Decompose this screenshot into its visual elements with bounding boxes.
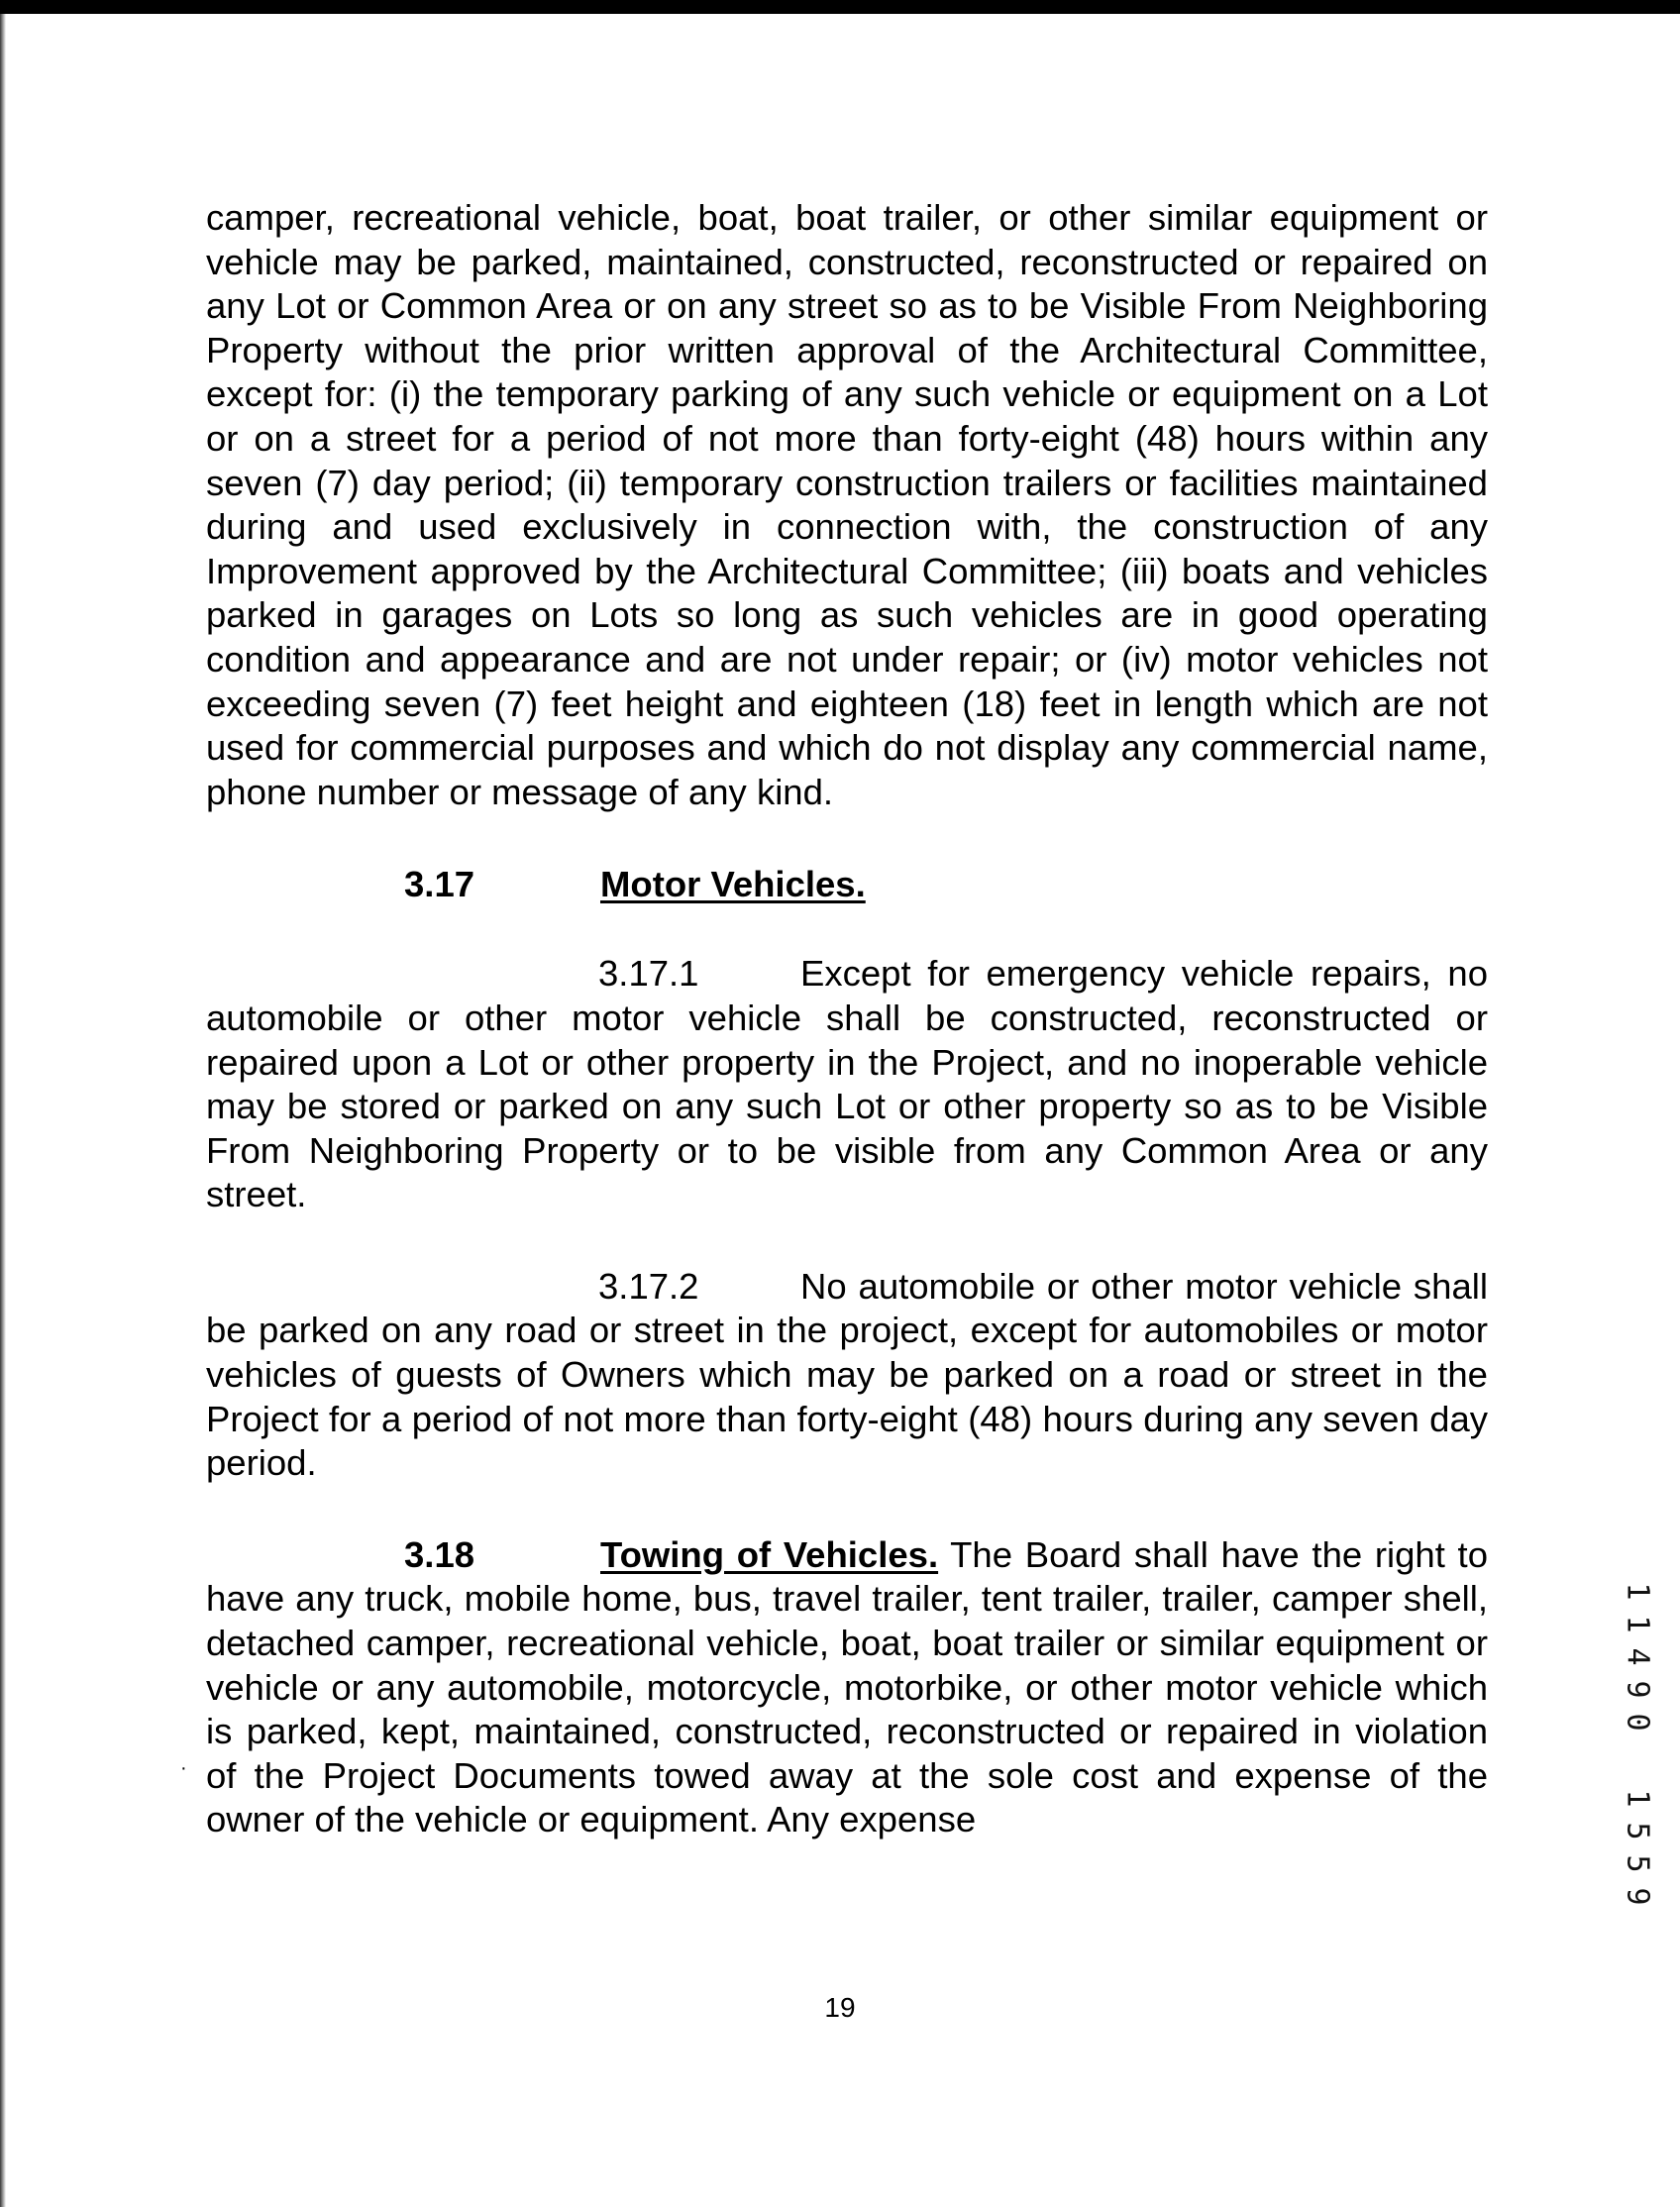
subsection-3-17-2: [206, 1265, 1488, 1486]
section-title: Towing of Vehicles.: [600, 1533, 939, 1575]
stamp-digit: 9: [1620, 1887, 1655, 1906]
opening-paragraph: camper, recreational vehicle, boat, boat trailer, or other similar equipment or vehicle may be parked, maintained, constructed, reconstructed or repaired on any Lot or Common Area or on any street so as to be Visible From Neighboring Property without the prior written approval of the Architectural Committee, except for: (i) the temporary parking of any such vehicle or equipment on a Lot or on a street for a period of not more than forty-eight (48) hours within any seven (7) day period; (ii) temporary construction trailers or facilities maintained during and used exclusively in connection with, the construction of any Improvement approved by the Architectural Committee; (iii) boats and vehicles parked in garages on Lots so long as such vehicles are in good operating condition and appearance and are not under repair; or (iv) motor vehicles not exceeding seven (7) feet height and eighteen (18) feet in length which are not used for commercial purposes and which do not display any commercial name, phone number or message of any kind.: [206, 197, 1488, 812]
stamp-digit: 1: [1620, 1789, 1655, 1808]
section-number: 3.18: [404, 1533, 475, 1575]
scan-top-border: [0, 0, 1680, 14]
stamp-digit: 0: [1620, 1713, 1655, 1732]
scan-left-edge: [0, 14, 6, 2207]
subsection-3-17-1: [206, 952, 1488, 1217]
subsection-text: No automobile or other motor vehicle shall be parked on any road or street in the project, except for automobiles or motor vehicles of guests of Owners which may be parked on a road or street in the Project for a period of not more than forty-eight (48) hours during any seven day period.: [206, 1265, 1488, 1484]
margin-bullet-mark: ·: [180, 1757, 187, 1779]
stamp-digit: 4: [1620, 1647, 1655, 1666]
stamp-digit: 9: [1620, 1680, 1655, 1699]
stamp-digit: 5: [1620, 1854, 1655, 1873]
subsection-number: 3.17.2: [598, 1265, 699, 1307]
section-3-17-heading: [206, 863, 1488, 908]
stamp-gap: [1621, 1738, 1654, 1782]
section-title: Motor Vehicles.: [600, 864, 866, 905]
section-3-18-heading: [206, 1534, 938, 1575]
stamp-digit: 1: [1620, 1582, 1655, 1601]
section-text: The Board shall have the right to have any truck, mobile home, bus, travel trailer, tent trailer, trailer, camper shell, detached camper, recreational vehicle, boat, boat trailer or similar equipment or vehicle or any automobile, motorcycle, motorbike, or other motor vehicle which is parked, kept, maintained, constructed, reconstructed or repaired in violation of the Project Documents towed away at the sole cost and expense of the owner of the vehicle or equipment. Any expense: [206, 1533, 1488, 1840]
stamp-digit: 1: [1620, 1615, 1655, 1633]
page-number: 19: [824, 1992, 856, 2023]
document-page: [206, 196, 1488, 1842]
stamp-digit: 5: [1620, 1822, 1655, 1840]
section-number: 3.17: [404, 864, 475, 905]
recording-number-stamp: [1621, 1575, 1654, 1913]
subsection-number: 3.17.1: [598, 953, 699, 995]
section-3-18: [206, 1533, 1488, 1842]
subsection-text: Except for emergency vehicle repairs, no automobile or other motor vehicle shall be constructed, reconstructed or repaired upon a Lot or other property in the Project, and no inoperable vehicle may be stored or parked on any such Lot or other property so as to be Visible From Neighboring Property or to be visible from any Common Area or any street.: [206, 953, 1488, 1215]
